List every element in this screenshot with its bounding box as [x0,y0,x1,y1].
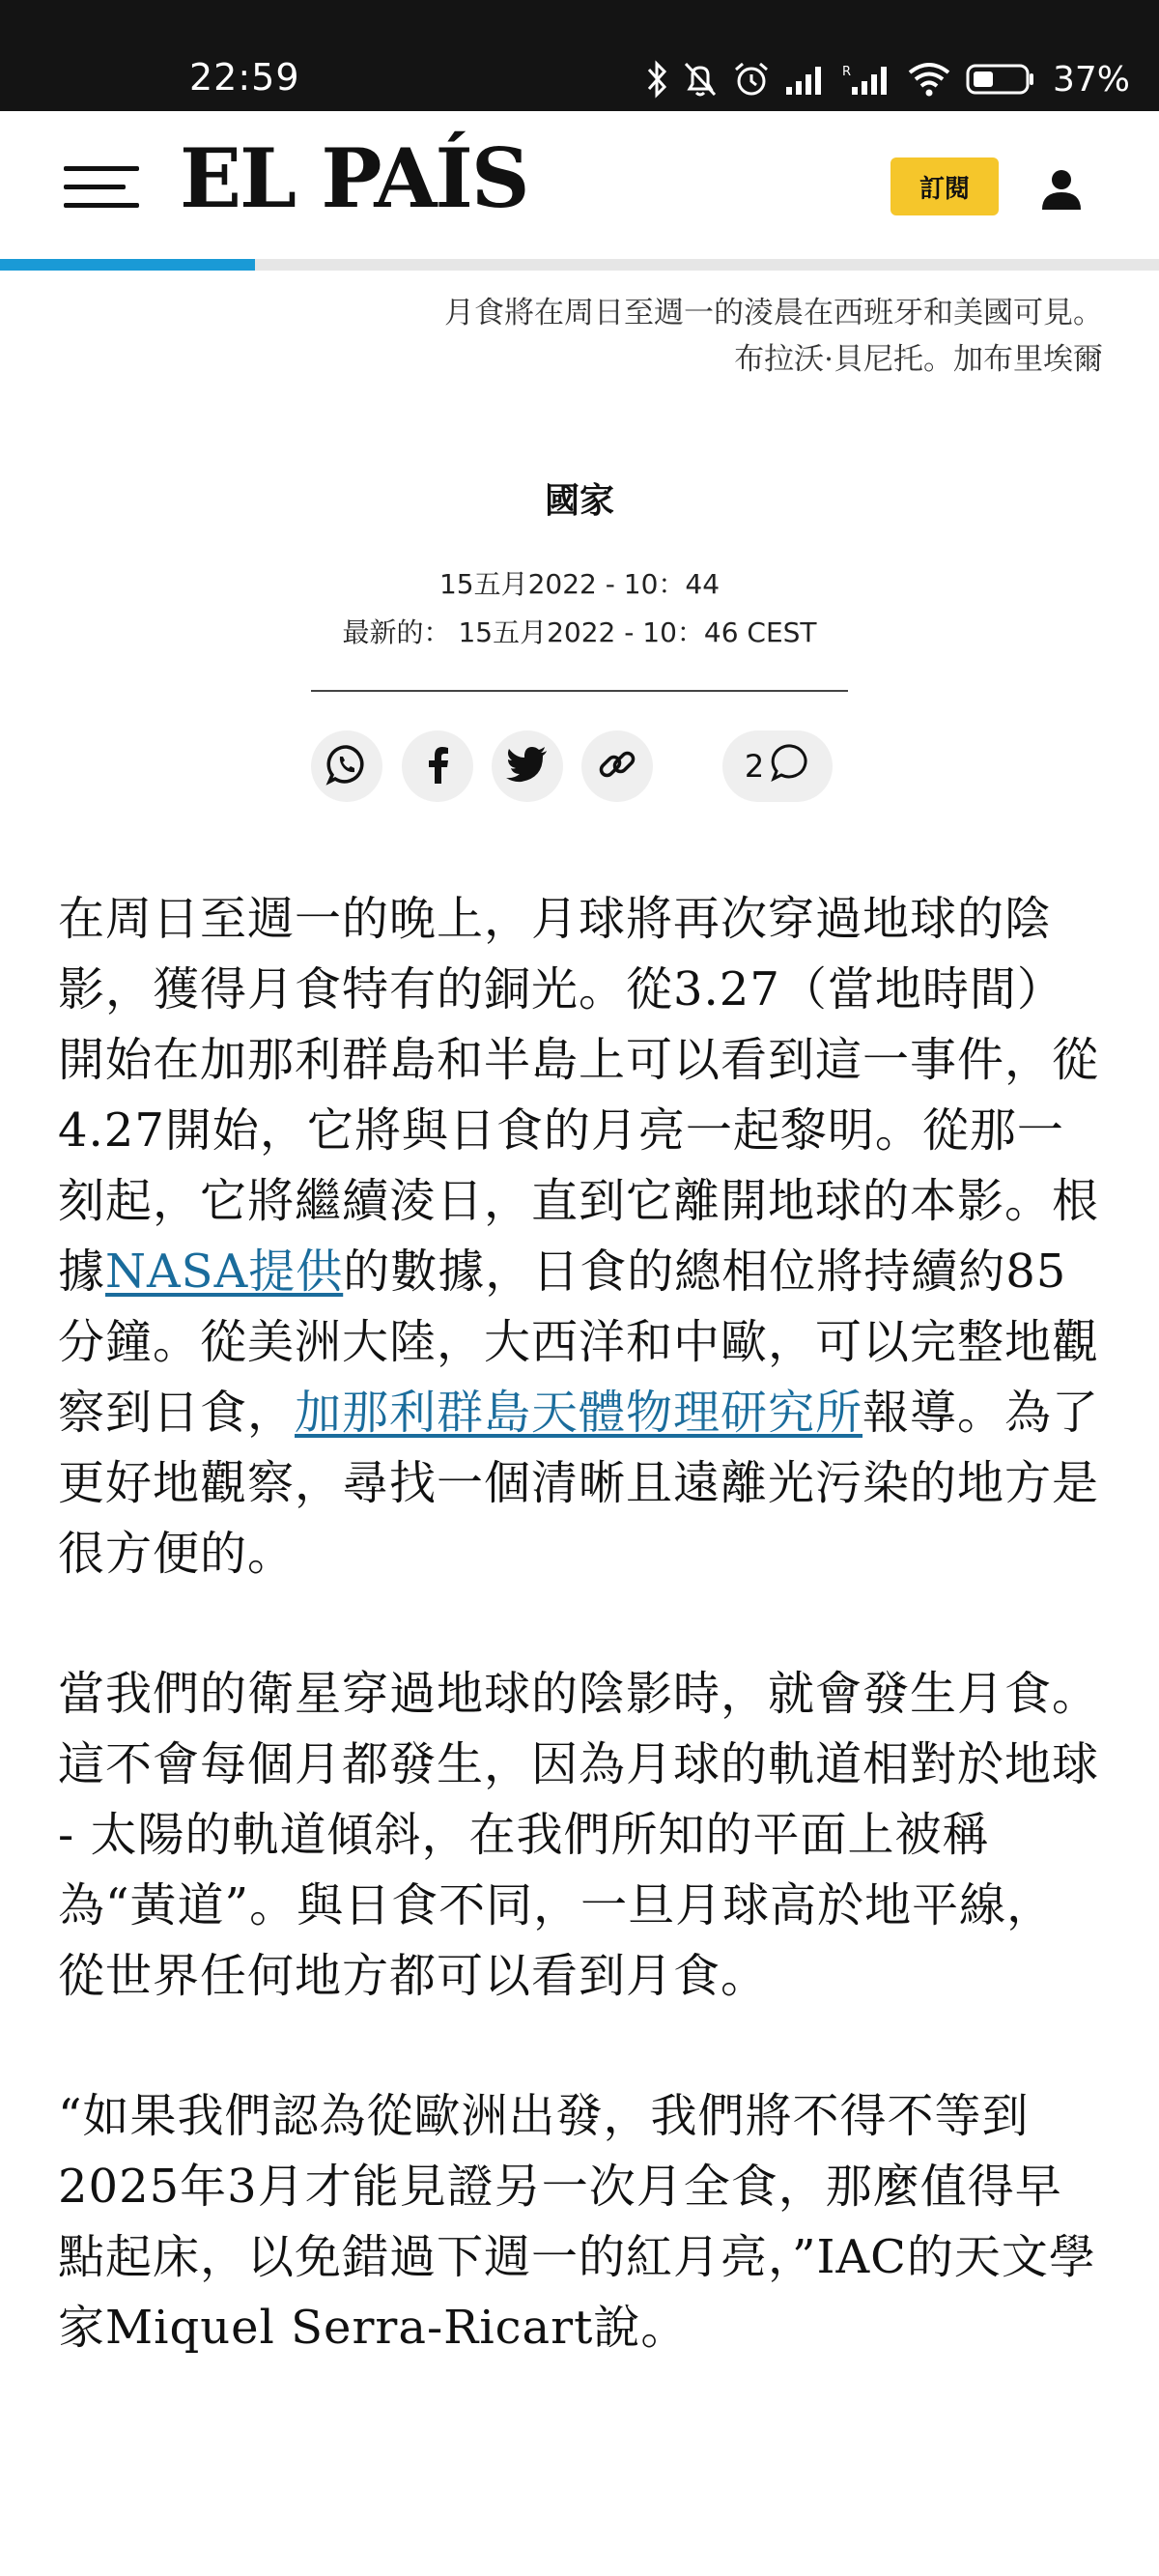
paragraph-1-text-a: 在周日至週一的晚上，月球將再次穿過地球的陰影，獲得月食特有的銅光。從3.27（當地時間）開始在加那利群島和半島上可以看到這一事件，從4.27開始，它將與日食的月亮一起黎明。從那一刻起，它將繼續淩日，直到它離開地球的本影。根據 [58,892,1100,1299]
comments-button[interactable] [722,730,833,802]
battery-icon [966,63,1035,96]
wifi-icon [906,61,952,98]
comment-count: 2 [744,748,765,785]
published-date-text: 15五月2022 - 10：44 [438,568,721,600]
facebook-share-button[interactable] [402,730,473,802]
site-header [0,111,1159,261]
copy-link-button[interactable] [581,730,653,802]
status-icons [645,58,1130,100]
alarm-icon [732,60,771,99]
article-paragraph-3: “如果我們認為從歐洲出發，我們將不得不等到2025年3月才能見證另一次月全食，那麼值得早點起床，以免錯過下週一的紅月亮，”IAC的天文學家Miquel Serra-Ricart說。 [58,2089,1096,2355]
published-date [0,563,1159,602]
bluetooth-icon [645,60,668,99]
status-bar [0,0,1159,111]
twitter-icon [506,746,549,787]
comment-icon [770,743,810,789]
battery-percentage: 37% [1052,59,1130,100]
el-pais-logo[interactable]: EL PAÍS [180,130,528,226]
article-paragraph-1 [58,884,1101,1589]
meta-divider [311,690,848,692]
subscribe-button[interactable]: 訂閱 [890,157,999,215]
svg-text:R: R [841,65,852,79]
status-time: 22:59 [189,56,300,99]
signal-r-icon [842,62,892,97]
caption-text: 月食將在周日至週一的淩晨在西班牙和美國可見。 [444,296,1103,330]
facebook-icon [423,745,452,787]
updated-date-text: 15五月2022 - 10：46 CEST [458,616,817,648]
article-paragraph-2: 當我們的衛星穿過地球的陰影時，就會發生月食。這不會每個月都發生，因為月球的軌道相對於地球 - 太陽的軌道傾斜，在我們所知的平面上被稱為“黃道”。與日食不同，一旦月球高於地平線，從世界任何地方都可以看到月食。 [58,1667,1100,2003]
link-icon [596,743,638,789]
mute-icon [682,60,719,99]
whatsapp-share-button[interactable] [311,730,382,802]
updated-label: 最新的： [342,616,451,648]
reading-progress-bar [0,259,1159,271]
photo-caption [234,290,1103,383]
updated-date [0,612,1159,650]
nasa-link[interactable]: NASA提供 [105,1245,344,1299]
paragraph-1-text-c: 報導。為了更好地觀察，尋找一個清晰且遠離光污染的地方是很方便的。 [58,1386,1100,1581]
signal-icon [784,62,829,97]
iac-link[interactable]: 加那利群島天體物理研究所 [295,1386,863,1440]
section-label[interactable]: 國家 [544,481,614,521]
twitter-share-button[interactable] [492,730,563,802]
caption-credit: 布拉沃·貝尼托。加布里埃爾 [734,342,1103,377]
paragraph-1-text-b: 的數據，日食的總相位將持續約85分鐘。從美洲大陸，大西洋和中歐，可以完整地觀察到日食， [58,1245,1100,1440]
reading-progress-fill [0,259,255,271]
article-body [58,884,1101,2433]
user-icon[interactable] [1039,167,1084,212]
menu-icon[interactable] [64,164,139,211]
whatsapp-icon [325,743,368,789]
